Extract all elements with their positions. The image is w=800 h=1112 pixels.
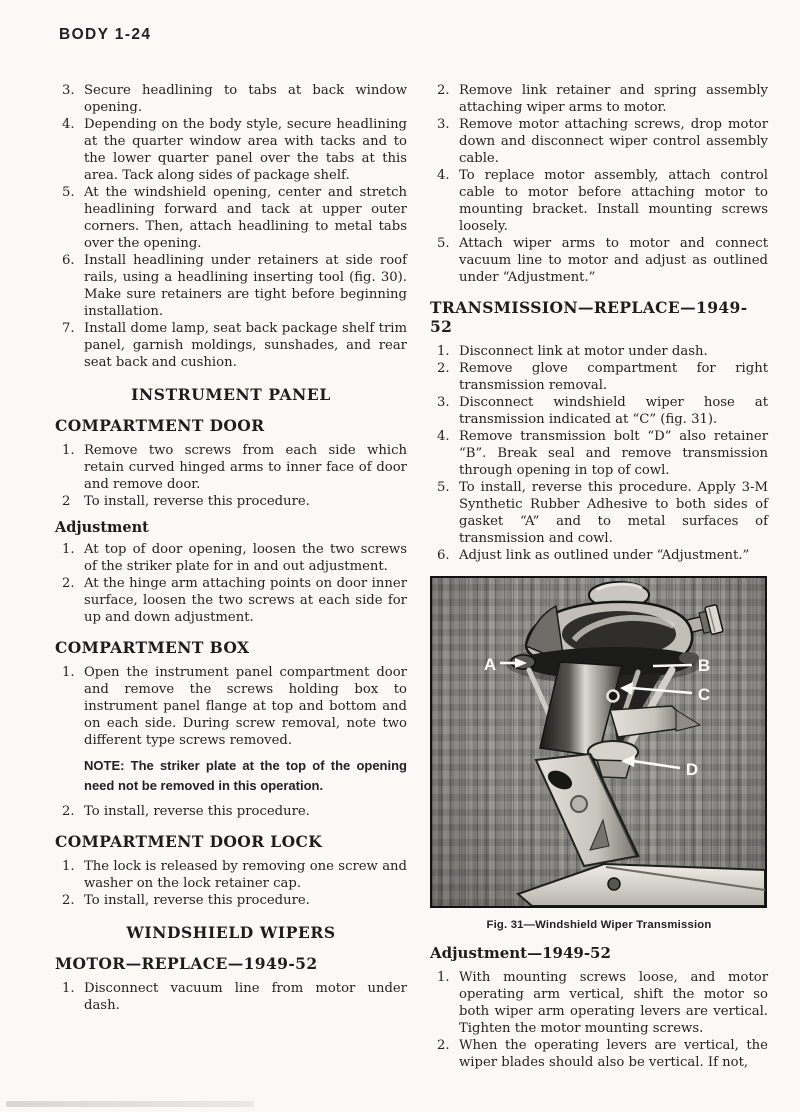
list-item-number: 6.	[437, 548, 450, 563]
left-column	[55, 82, 407, 1014]
section-heading-compartment-door: COMPARTMENT DOOR	[55, 416, 265, 435]
list-item	[55, 82, 407, 116]
list-item	[55, 493, 407, 510]
list-item	[430, 479, 768, 547]
list-item	[430, 116, 768, 167]
flange-right-lip	[679, 652, 699, 664]
list-item-number: 3.	[62, 83, 75, 98]
list-item	[430, 82, 768, 116]
list-item-text: Remove transmission bolt “D” also retainer “B”. Break seal and remove transmission through opening in top of cowl.	[459, 429, 768, 478]
list-item-number: 1.	[62, 542, 75, 557]
compartment-door-list	[55, 442, 407, 510]
list-item	[55, 575, 407, 626]
list-item-text: At top of door opening, loosen the two screws of the striker plate for in and out adjustment.	[84, 542, 407, 574]
list-item-text: Adjust link as outlined under “Adjustment.”	[459, 548, 750, 563]
list-item	[55, 803, 407, 820]
list-item-number: 4.	[437, 429, 450, 444]
list-item-text: The lock is released by removing one screw and washer on the lock retainer cap.	[84, 859, 407, 891]
door-lock-list	[55, 858, 407, 909]
list-item-number: 3.	[437, 395, 450, 410]
list-item-text: Remove link retainer and spring assembly attaching wiper arms to motor.	[459, 83, 768, 115]
list-item-text: Remove motor attaching screws, drop motor down and disconnect wiper control assembly cable.	[459, 117, 768, 166]
list-item	[55, 541, 407, 575]
list-item-text: To install, reverse this procedure. Apply 3-M Synthetic Rubber Adhesive to both sides of gasket “A” and to metal surfaces of transmission and cowl.	[459, 480, 768, 546]
list-item-text: To install, reverse this procedure.	[84, 494, 310, 509]
figure-caption: Fig. 31—Windshield Wiper Transmission	[486, 919, 712, 931]
list-item-text: With mounting screws loose, and motor operating arm vertical, shift the motor so both wiper arm operating levers are vertical. Tighten the motor mounting screws.	[459, 970, 768, 1036]
figure-31	[430, 576, 768, 931]
list-item-text: Disconnect windshield wiper hose at transmission indicated at “C” (fig. 31).	[459, 395, 768, 427]
callout-letter-a: A	[483, 655, 497, 674]
list-item-number: 5.	[437, 236, 450, 251]
list-item-text: Attach wiper arms to motor and connect vacuum line to motor and adjust as outlined under “Adjustment.”	[459, 236, 768, 285]
list-item	[430, 428, 768, 479]
wiper-transmission-drawing	[432, 578, 765, 906]
list-item-number: 6.	[62, 253, 75, 268]
list-item-number: 2	[62, 494, 71, 509]
callout-letter-d: D	[685, 760, 699, 779]
section-heading-transmission-replace: TRANSMISSION—REPLACE—1949-52	[430, 298, 748, 336]
list-item	[430, 547, 768, 564]
section-heading-instrument-panel: INSTRUMENT PANEL	[131, 385, 331, 404]
list-item	[430, 1037, 768, 1071]
right-column	[430, 82, 768, 1071]
list-item-number: 4.	[62, 117, 75, 132]
adjustment-1949-52-list	[430, 969, 768, 1071]
list-item-text: To install, reverse this procedure.	[84, 893, 310, 908]
callout-letter-b: B	[697, 656, 711, 675]
list-item-text: To replace motor assembly, attach control cable to motor before attaching motor to mounting bracket. Install mounting screws loosely.	[459, 168, 768, 234]
list-item-number: 2.	[437, 361, 450, 376]
list-item-number: 1.	[437, 344, 450, 359]
section-heading-compartment-box: COMPARTMENT BOX	[55, 638, 250, 657]
list-item-number: 2.	[437, 83, 450, 98]
list-item-number: 1.	[437, 970, 450, 985]
list-item-text: When the operating levers are vertical, the wiper blades should also be vertical. If not,	[459, 1038, 768, 1070]
list-item	[430, 969, 768, 1037]
list-item-number: 5.	[62, 185, 75, 200]
motor-replace-list-continued	[430, 82, 768, 286]
wiper-transmission-photo	[430, 576, 767, 908]
list-item	[55, 252, 407, 320]
list-item-number: 5.	[437, 480, 450, 495]
list-item-text: Remove two screws from each side which retain curved hinged arms to inner face of door and remove door.	[84, 443, 407, 492]
callout-letter-c: C	[697, 685, 711, 704]
list-item	[55, 892, 407, 909]
list-item	[55, 320, 407, 371]
wing-bracket	[610, 706, 684, 737]
subheading-adjustment: Adjustment	[55, 519, 149, 536]
list-item	[430, 360, 768, 394]
section-heading-windshield-wipers: WINDSHIELD WIPERS	[126, 923, 336, 942]
list-item	[430, 167, 768, 235]
compartment-box-list-a	[55, 664, 407, 749]
list-item-number: 2.	[437, 1038, 450, 1053]
section-heading-compartment-door-lock: COMPARTMENT DOOR LOCK	[55, 832, 323, 851]
list-item-text: Disconnect vacuum line from motor under dash.	[84, 981, 407, 1013]
page-header: BODY 1-24	[59, 26, 152, 43]
section-heading-motor-replace: MOTOR—REPLACE—1949-52	[55, 954, 318, 973]
list-item-number: 2.	[62, 576, 75, 591]
list-item	[55, 858, 407, 892]
list-item-number: 4.	[437, 168, 450, 183]
list-item-text: Open the instrument panel compartment door and remove the screws holding box to instrument panel flange at top and bottom and on each side. During screw removal, note two different type screws removed.	[84, 665, 407, 748]
list-item-text: Disconnect link at motor under dash.	[459, 344, 708, 359]
motor-replace-list	[55, 980, 407, 1014]
compartment-box-list-b	[55, 803, 407, 820]
list-item-text: Install dome lamp, seat back package shelf trim panel, garnish moldings, sunshades, and rear seat back and cushion.	[84, 321, 407, 370]
transmission-replace-list	[430, 343, 768, 564]
list-item-number: 1.	[62, 443, 75, 458]
note-text: NOTE: The striker plate at the top of the opening need not be removed in this operation.	[84, 758, 407, 793]
list-item-number: 7.	[62, 321, 75, 336]
list-item	[55, 442, 407, 493]
list-item	[430, 394, 768, 428]
list-item-number: 2.	[62, 804, 75, 819]
section-heading-adjustment-1949-52: Adjustment—1949-52	[430, 944, 611, 962]
list-item	[430, 235, 768, 286]
list-item-number: 3.	[437, 117, 450, 132]
list-item	[55, 116, 407, 184]
list-item-text: To install, reverse this procedure.	[84, 804, 310, 819]
shaft-ring-hole	[608, 691, 619, 702]
cowl-plate-screw	[608, 878, 620, 890]
list-item-number: 2.	[62, 893, 75, 908]
list-item-text: At the windshield opening, center and stretch headlining forward and tack at upper outer corners. Then, attach headlining to metal tabs over the opening.	[84, 185, 407, 251]
list-item-text: Remove glove compartment for right transmission removal.	[459, 361, 768, 393]
list-item	[55, 184, 407, 252]
list-item-text: Install headlining under retainers at side roof rails, using a headlining inserting tool (fig. 30). Make sure retainers are tight before beginning installation.	[84, 253, 407, 319]
wing-bracket-tab	[676, 710, 700, 731]
headlining-install-list	[55, 82, 407, 371]
list-item-number: 1.	[62, 981, 75, 996]
list-item-text: At the hinge arm attaching points on door inner surface, loosen the two screws at each side for up and down adjustment.	[84, 576, 407, 625]
bracket-arm-stud	[571, 796, 587, 812]
list-item	[55, 664, 407, 749]
list-item-number: 1.	[62, 859, 75, 874]
list-item	[430, 343, 768, 360]
scan-artifact	[6, 1101, 254, 1107]
list-item-text: Secure headlining to tabs at back window opening.	[84, 83, 407, 115]
adjustment-list	[55, 541, 407, 626]
list-item	[55, 980, 407, 1014]
list-item-text: Depending on the body style, secure headlining at the quarter window area with tacks and to the lower quarter panel over the tabs at this area. Tack along sides of package shelf.	[84, 117, 407, 183]
list-item-number: 1.	[62, 665, 75, 680]
